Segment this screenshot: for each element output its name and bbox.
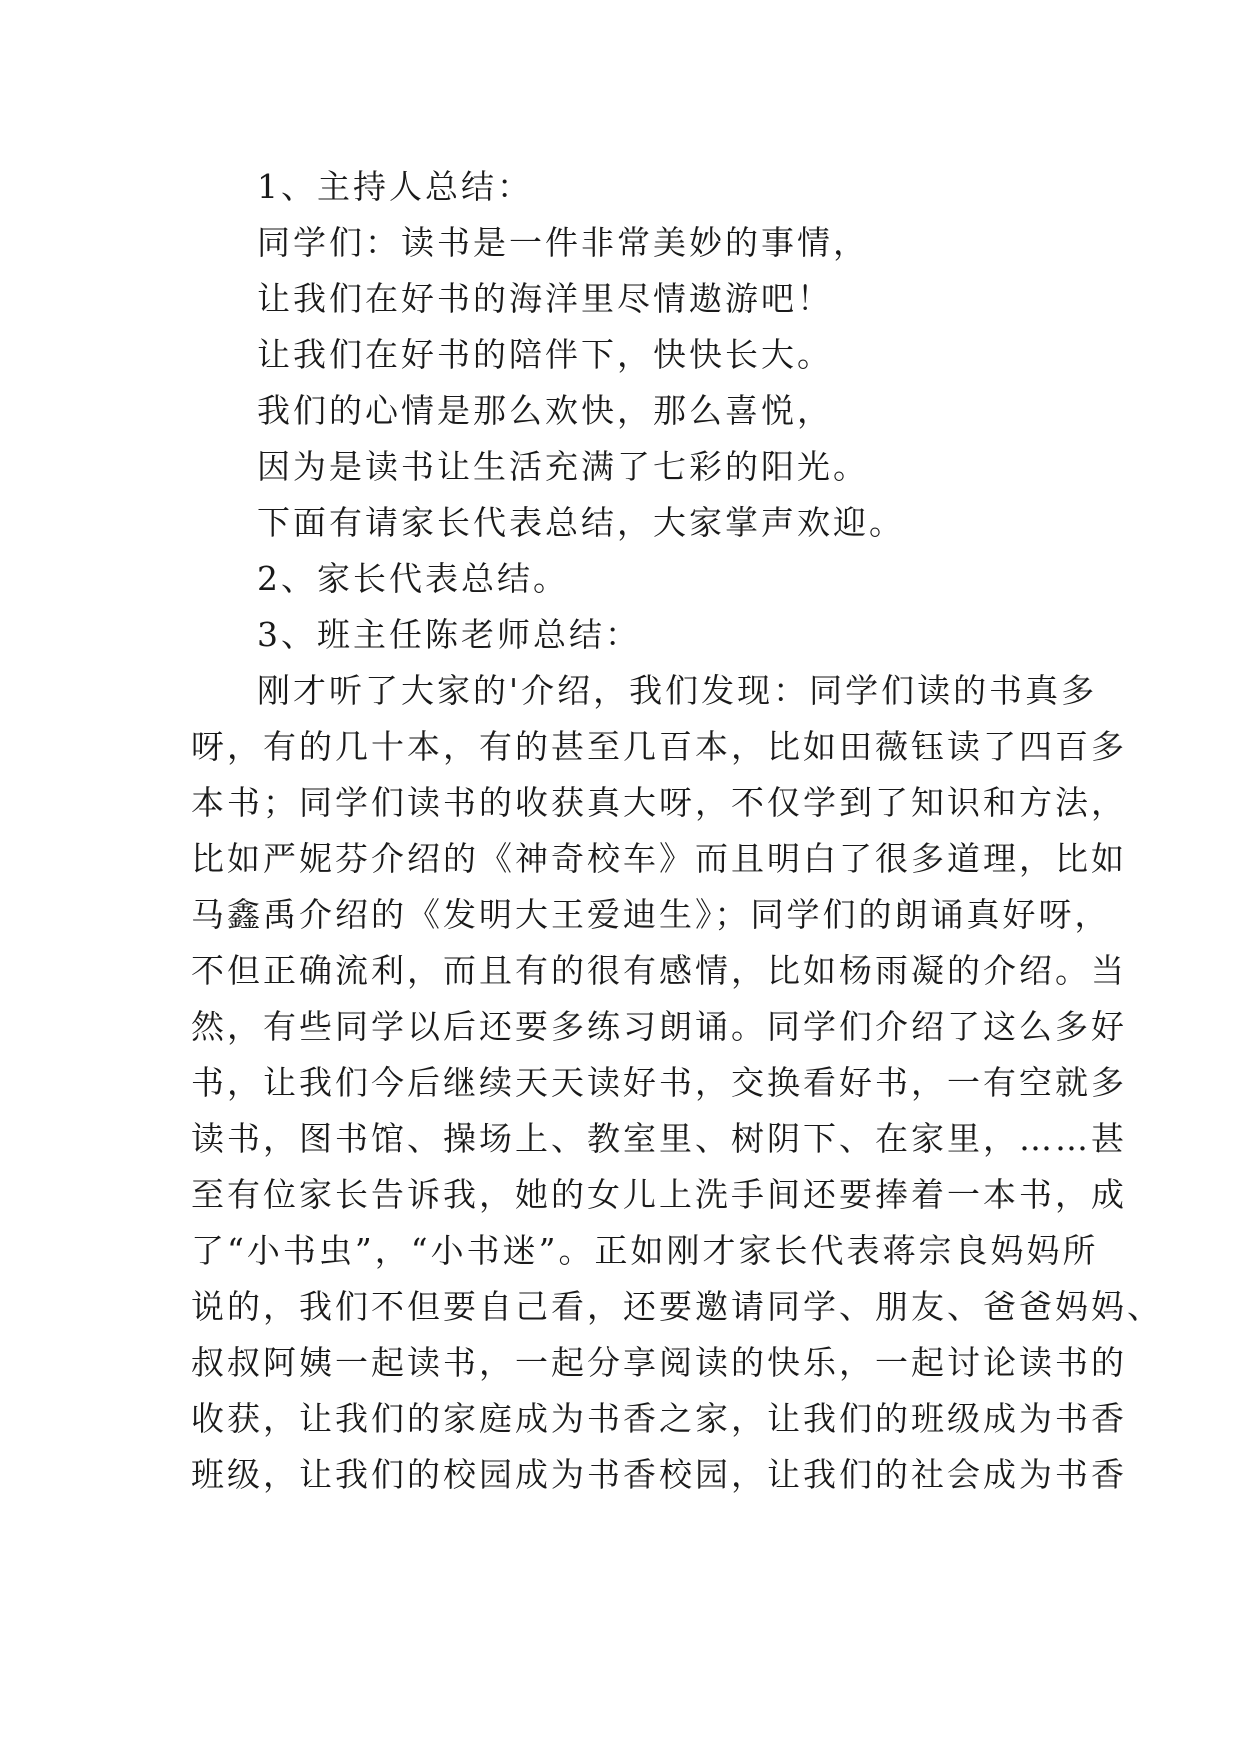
- host-line: 下面有请家长代表总结，大家掌声欢迎。: [257, 503, 905, 542]
- host-line: 因为是读书让生活充满了七彩的阳光。: [257, 447, 869, 486]
- paragraph-line: 读书，图书馆、操场上、教室里、树阴下、在家里，……甚: [191, 1119, 1127, 1158]
- heading-teacher-summary: 3、班主任陈老师总结：: [257, 615, 641, 654]
- paragraph-line: 了“小书虫”，“小书迷”。正如刚才家长代表蒋宗良妈妈所: [191, 1231, 1099, 1270]
- heading-parent-summary: 2、家长代表总结。: [257, 559, 569, 598]
- paragraph-line: 收获，让我们的家庭成为书香之家，让我们的班级成为书香: [191, 1399, 1127, 1438]
- heading-host-summary: 1、主持人总结：: [257, 167, 533, 206]
- paragraph-line: 本书；同学们读书的收获真大呀，不仅学到了知识和方法，: [191, 783, 1127, 822]
- paragraph-line: 不但正确流利，而且有的很有感情，比如杨雨凝的介绍。当: [191, 951, 1127, 990]
- paragraph-line: 至有位家长告诉我，她的女儿上洗手间还要捧着一本书，成: [191, 1175, 1127, 1214]
- paragraph-line: 班级，让我们的校园成为书香校园，让我们的社会成为书香: [191, 1455, 1127, 1494]
- host-line: 我们的心情是那么欢快，那么喜悦，: [257, 391, 833, 430]
- host-line: 让我们在好书的陪伴下，快快长大。: [257, 335, 833, 374]
- paragraph-line: 呀，有的几十本，有的甚至几百本，比如田薇钰读了四百多: [191, 727, 1127, 766]
- paragraph-line: 说的，我们不但要自己看，还要邀请同学、朋友、爸爸妈妈、: [191, 1287, 1163, 1326]
- paragraph-line: 书，让我们今后继续天天读好书，交换看好书，一有空就多: [191, 1063, 1127, 1102]
- host-line: 同学们：读书是一件非常美妙的事情，: [257, 223, 869, 262]
- host-line: 让我们在好书的海洋里尽情遨游吧！: [257, 279, 833, 318]
- paragraph-line: 马鑫禹介绍的《发明大王爱迪生》；同学们的朗诵真好呀，: [191, 895, 1111, 934]
- paragraph-line: 刚才听了大家的'介绍，我们发现：同学们读的书真多: [257, 671, 1098, 710]
- paragraph-line: 然，有些同学以后还要多练习朗诵。同学们介绍了这么多好: [191, 1007, 1127, 1046]
- paragraph-line: 比如严妮芬介绍的《神奇校车》而且明白了很多道理，比如: [191, 839, 1127, 878]
- paragraph-line: 叔叔阿姨一起读书，一起分享阅读的快乐，一起讨论读书的: [191, 1343, 1127, 1382]
